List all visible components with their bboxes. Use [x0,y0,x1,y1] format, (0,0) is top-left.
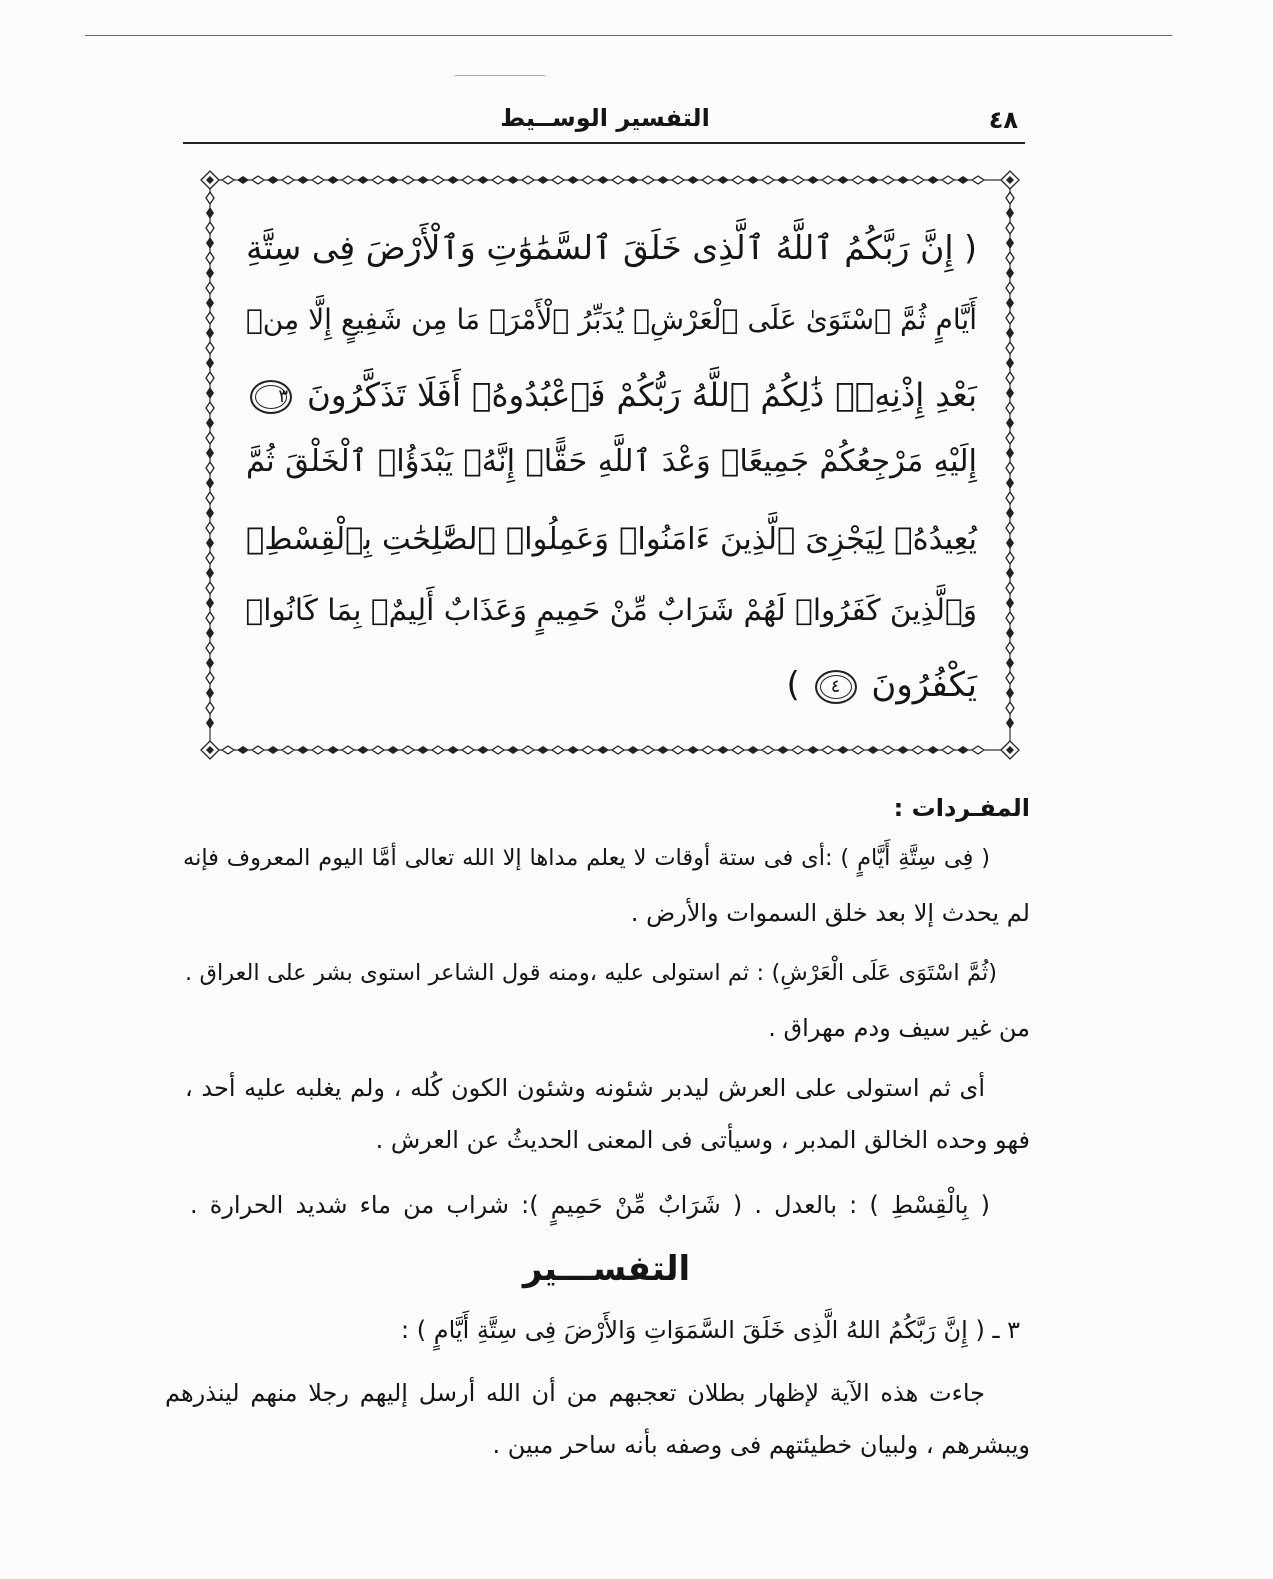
verse-line-7 [246,653,977,717]
tafsir-paragraph-line-1: جاءت هذه الآية لإظهار بطلان تعجبهم من أن الله أرسل إليهم رجلا منهم لينذرهم [165,1379,985,1407]
verse-line-4: إِلَيْهِ مَرْجِعُكُمْ جَمِيعًاۚ وَعْدَ ٱللَّهِ حَقًّاۚ إِنَّهُۥ يَبْدَؤُا۟ ٱلْخَلْقَ ثُمَّ [246,444,977,479]
vocabulary-heading: المفـردات : [893,794,1030,822]
vocabulary-entry-4-line-1: ( بِالْقِسْطِ ) : بالعدل . ( شَرَابٌ مِّنْ حَمِيمٍ ): شراب من ماء شديد الحرارة . [190,1191,990,1219]
verse-line-1: ( إِنَّ رَبَّكُمُ ٱللَّهُ ٱلَّذِى خَلَقَ ٱلسَّمَٰوَٰتِ وَٱلْأَرْضَ فِى سِتَّةِ [246,228,977,267]
vocabulary-entry-1-line-2: لم يحدث إلا بعد خلق السموات والأرض . [630,899,1030,927]
ayah-end-marker: ٣ [250,380,292,414]
vocabulary-entry-2-line-2: من غير سيف ودم مهراق . [768,1014,1030,1042]
running-title: التفسير الوســيط [500,104,710,132]
verse-line-6: وَٱلَّذِينَ كَفَرُوا۟ لَهُمْ شَرَابٌ مِّنْ حَمِيمٍ وَعَذَابٌ أَلِيمٌۢ بِمَا كَانُوا۟ [245,593,977,627]
verse-line-3-text: بَعْدِ إِذْنِهِۦۚ ذَٰلِكُمُ ٱللَّهُ رَبُّكُمْ فَٱعْبُدُوهُۚ أَفَلَا تَذَكَّرُونَ [306,376,977,414]
vocabulary-entry-1-line-1: ( فِى سِتَّةِ أَيَّامٍ ) :أى فى ستة أوقات لا يعلم مداها إلا الله تعالى أمَّا اليوم المعروف فإنه [183,845,990,871]
ayah-end-marker: ٤ [815,670,857,704]
vocabulary-entry-3-line-2: فهو وحده الخالق المدبر ، وسيأتى فى المعنى الحديثُ عن العرش . [375,1126,1030,1154]
vocabulary-entry-2-line-1: (ثُمَّ اسْتَوَى عَلَى الْعَرْشِ) : ثم استولى عليه ،ومنه قول الشاعر استوى بشر على العراق . [185,960,997,986]
scan-mark [455,75,545,76]
page-number: ٤٨ [988,106,1018,134]
verse-line-5: يُعِيدُهُۥ لِيَجْزِىَ ٱلَّذِينَ ءَامَنُوا۟ وَعَمِلُوا۟ ٱلصَّٰلِحَٰتِ بِٱلْقِسْطِۚ [246,522,977,557]
verse-line-2: أَيَّامٍ ثُمَّ ٱسْتَوَىٰ عَلَى ٱلْعَرْشِۚ يُدَبِّرُ ٱلْأَمْرَۚ مَا مِن شَفِيعٍ إِلَّا مِنۢ [246,303,977,336]
closing-bracket: ) [786,665,800,705]
verse-line-7-text: يَكْفُرُونَ [871,665,977,705]
verse-line-3 [246,363,977,427]
header-rule [183,142,1025,144]
top-scan-rule [85,35,1172,36]
tafsir-paragraph-line-2: ويبشرهم ، ولبيان خطيئتهم فى وصفه بأنه ساحر مبين . [492,1431,1030,1459]
tafsir-heading: التفســـير [522,1249,691,1289]
tafsir-verse-reference: ٣ ـ ( إِنَّ رَبَّكُمُ اللهُ الَّذِى خَلَقَ السَّمَوَاتِ وَالأَرْضَ فِى سِتَّةِ أَيَّامٍ ) : [401,1316,1020,1344]
vocabulary-entry-3-line-1: أى ثم استولى على العرش ليدبر شئونه وشئون الكون كُله ، ولم يغلبه عليه أحد ، [185,1074,985,1102]
